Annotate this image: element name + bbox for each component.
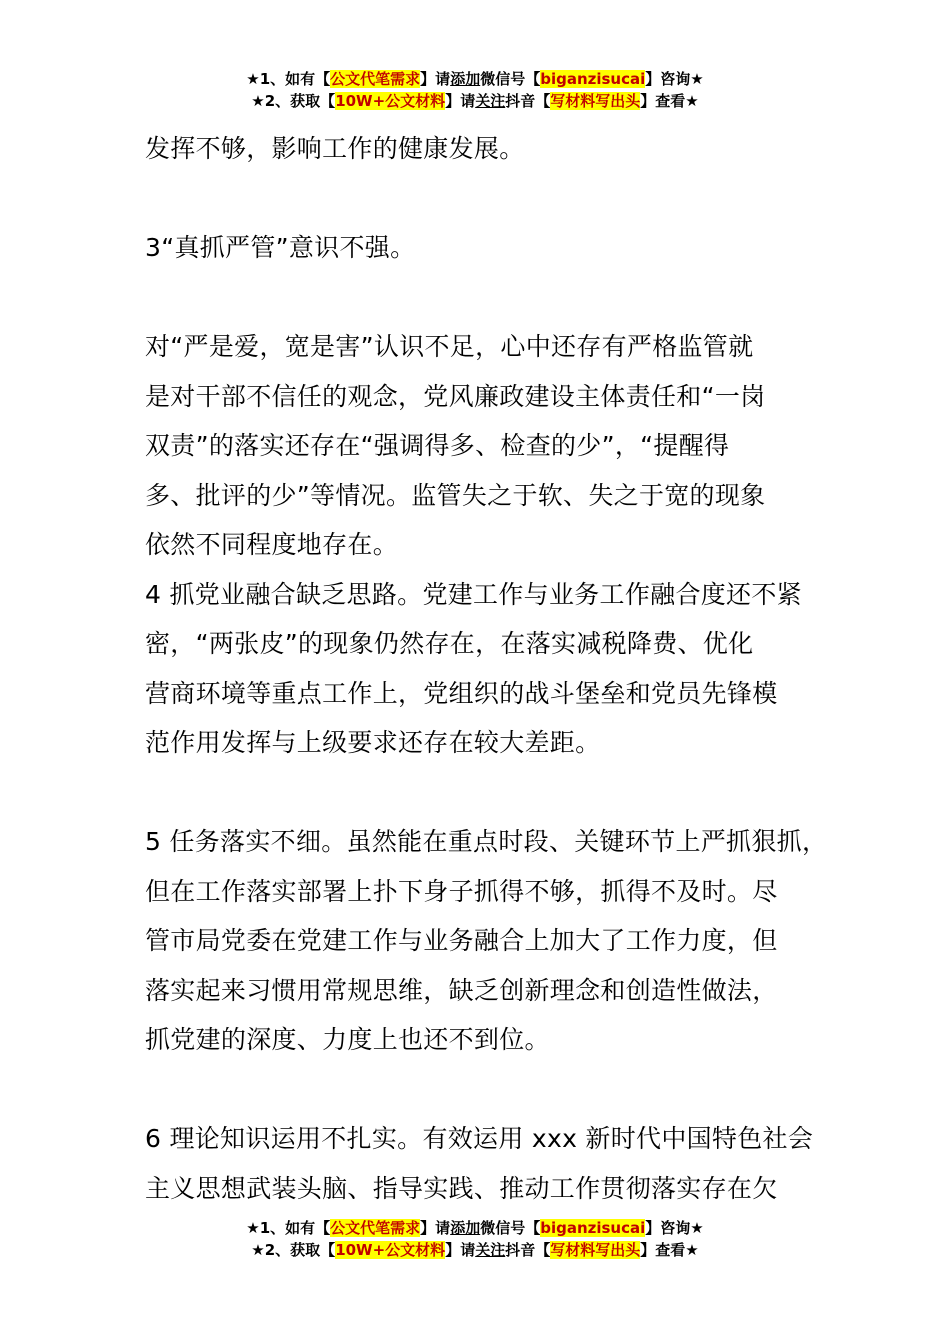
- banner-line-1: [0, 1217, 950, 1239]
- footer-banner: [0, 1217, 950, 1261]
- banner-line-2: [0, 90, 950, 112]
- body-line: [145, 174, 835, 224]
- banner-text: 】咨询★: [645, 70, 704, 88]
- banner-emphasis: 关注: [475, 1241, 506, 1259]
- body-line: 多、批评的少”等情况。监管失之于软、失之于宽的现象: [145, 480, 766, 510]
- banner-text: ★2、获取【: [251, 1241, 336, 1259]
- banner-emphasis: 添加: [450, 1219, 481, 1237]
- banner-text: 微信号【: [480, 1219, 541, 1237]
- body-line: [145, 1065, 835, 1115]
- body-line: 依然不同程度地存在。: [145, 530, 399, 559]
- banner-highlight: biganzisucai: [540, 70, 646, 88]
- banner-line-1: [0, 68, 950, 90]
- banner-emphasis: 关注: [475, 92, 506, 110]
- banner-highlight: 写材料写出头: [550, 1241, 641, 1259]
- banner-text: 抖音【: [505, 1241, 551, 1259]
- banner-text: 微信号【: [480, 70, 541, 88]
- body-line: 但在工作落实部署上扑下身子抓得不够，抓得不及时。尽: [145, 876, 778, 906]
- body-line: 双责”的落实还存在“强调得多、检查的少”，“提醒得: [145, 431, 730, 460]
- banner-text: 】查看★: [640, 92, 699, 110]
- body-line: 落实起来习惯用常规思维，缺乏创新理念和创造性做法，: [145, 975, 778, 1005]
- banner-text: 】请: [420, 70, 451, 88]
- banner-text: ★2、获取【: [251, 92, 336, 110]
- body-line: 范作用发挥与上级要求还存在较大差距。: [145, 728, 601, 757]
- banner-text: ★1、如有【: [246, 1219, 331, 1237]
- body-line: 主义思想武装头脑、指导实践、推动工作贯彻落实存在欠: [145, 1173, 778, 1203]
- body-line: 3“真抓严管”意识不强。: [145, 233, 416, 262]
- body-line: 营商环境等重点工作上，党组织的战斗堡垒和党员先锋模: [145, 678, 778, 708]
- banner-text: 抖音【: [505, 92, 551, 110]
- body-line: [145, 768, 835, 818]
- body-line: 密，“两张皮”的现象仍然存在，在落实减税降费、优化: [145, 629, 754, 658]
- banner-highlight: 公文代笔需求: [330, 1219, 421, 1237]
- body-line: 抓党建的深度、力度上也还不到位。: [145, 1025, 550, 1054]
- body-line: 6 理论知识运用不扎实。有效运用 xxx 新时代中国特色社会: [145, 1124, 814, 1153]
- banner-highlight: 10W+公文材料: [335, 92, 446, 110]
- body-line: 管市局党委在党建工作与业务融合上加大了工作力度，但: [145, 926, 778, 955]
- document-body: [145, 124, 835, 1213]
- banner-text: 】咨询★: [645, 1219, 704, 1237]
- body-line: 4 抓党业融合缺乏思路。党建工作与业务工作融合度还不紧: [145, 579, 802, 609]
- banner-text: 】查看★: [640, 1241, 699, 1259]
- banner-line-2: [0, 1239, 950, 1261]
- banner-highlight: 公文代笔需求: [330, 70, 421, 88]
- body-line: 发挥不够，影响工作的健康发展。: [145, 134, 525, 163]
- banner-emphasis: 添加: [450, 70, 481, 88]
- banner-text: 】请: [445, 92, 476, 110]
- banner-text: 】请: [420, 1219, 451, 1237]
- body-line: 是对干部不信任的观念，党风廉政建设主体责任和“一岗: [145, 381, 766, 411]
- banner-text: 】请: [445, 1241, 476, 1259]
- banner-highlight: biganzisucai: [540, 1219, 646, 1237]
- body-line: [145, 273, 835, 323]
- banner-highlight: 写材料写出头: [550, 92, 641, 110]
- banner-text: ★1、如有【: [246, 70, 331, 88]
- header-banner: [0, 68, 950, 112]
- body-line: 对“严是爱，宽是害”认识不足，心中还存有严格监管就: [145, 332, 754, 361]
- body-line: 5 任务落实不细。虽然能在重点时段、关键环节上严抓狠抓，: [145, 827, 828, 856]
- banner-highlight: 10W+公文材料: [335, 1241, 446, 1259]
